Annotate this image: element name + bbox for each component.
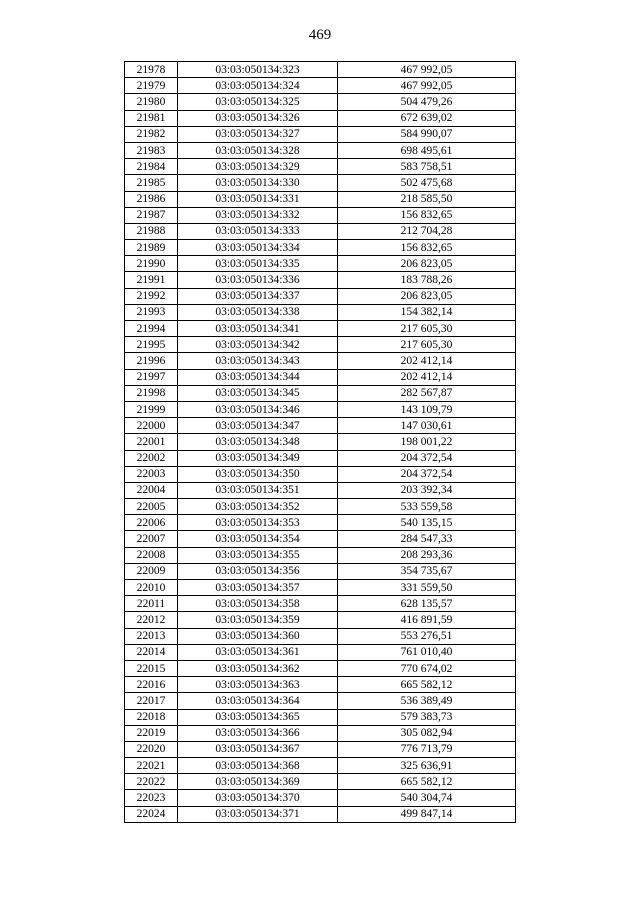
cadastral-number-cell: 03:03:050134:363 — [178, 677, 338, 693]
row-number-cell: 21982 — [125, 126, 178, 142]
cadastral-value-cell: 499 847,14 — [338, 806, 516, 822]
row-number-cell: 22002 — [125, 450, 178, 466]
cadastral-value-cell: 212 704,28 — [338, 223, 516, 239]
cadastral-value-cell: 218 585,50 — [338, 191, 516, 207]
cadastral-number-cell: 03:03:050134:371 — [178, 806, 338, 822]
row-number-cell: 22005 — [125, 499, 178, 515]
cadastral-number-cell: 03:03:050134:348 — [178, 434, 338, 450]
cadastral-value-cell: 504 479,26 — [338, 94, 516, 110]
cadastral-number-cell: 03:03:050134:357 — [178, 580, 338, 596]
table-row — [125, 207, 516, 223]
row-number-cell: 22019 — [125, 725, 178, 741]
cadastral-number-cell: 03:03:050134:334 — [178, 240, 338, 256]
cadastral-value-cell: 208 293,36 — [338, 547, 516, 563]
cadastral-value-cell: 628 135,57 — [338, 596, 516, 612]
row-number-cell: 22024 — [125, 806, 178, 822]
cadastral-number-cell: 03:03:050134:335 — [178, 256, 338, 272]
cadastral-value-cell: 583 758,51 — [338, 159, 516, 175]
table-row — [125, 466, 516, 482]
table-row — [125, 304, 516, 320]
table-row — [125, 709, 516, 725]
row-number-cell: 22017 — [125, 693, 178, 709]
cadastral-value-cell: 579 383,73 — [338, 709, 516, 725]
cadastral-number-cell: 03:03:050134:362 — [178, 660, 338, 676]
table-row — [125, 596, 516, 612]
table-row — [125, 499, 516, 515]
cadastral-value-cell: 467 992,05 — [338, 62, 516, 78]
cadastral-value-cell: 665 582,12 — [338, 774, 516, 790]
row-number-cell: 22014 — [125, 644, 178, 660]
row-number-cell: 22016 — [125, 677, 178, 693]
cadastral-value-cell: 202 412,14 — [338, 369, 516, 385]
cadastral-value-cell: 776 713,79 — [338, 741, 516, 757]
cadastral-number-cell: 03:03:050134:329 — [178, 159, 338, 175]
table-row — [125, 563, 516, 579]
table-row — [125, 159, 516, 175]
cadastral-number-cell: 03:03:050134:358 — [178, 596, 338, 612]
cadastral-value-cell: 206 823,05 — [338, 256, 516, 272]
cadastral-value-cell: 305 082,94 — [338, 725, 516, 741]
cadastral-value-cell: 467 992,05 — [338, 78, 516, 94]
cadastral-value-cell: 540 304,74 — [338, 790, 516, 806]
cadastral-value-cell: 698 495,61 — [338, 142, 516, 158]
cadastral-number-cell: 03:03:050134:353 — [178, 515, 338, 531]
row-number-cell: 21998 — [125, 385, 178, 401]
row-number-cell: 22000 — [125, 418, 178, 434]
cadastral-number-cell: 03:03:050134:346 — [178, 401, 338, 417]
table-row — [125, 434, 516, 450]
row-number-cell: 21987 — [125, 207, 178, 223]
cadastral-value-cell: 540 135,15 — [338, 515, 516, 531]
cadastral-value-cell: 204 372,54 — [338, 450, 516, 466]
cadastral-number-cell: 03:03:050134:344 — [178, 369, 338, 385]
cadastral-number-cell: 03:03:050134:352 — [178, 499, 338, 515]
cadastral-number-cell: 03:03:050134:332 — [178, 207, 338, 223]
cadastral-value-cell: 761 010,40 — [338, 644, 516, 660]
cadastral-number-cell: 03:03:050134:326 — [178, 110, 338, 126]
row-number-cell: 21980 — [125, 94, 178, 110]
row-number-cell: 21978 — [125, 62, 178, 78]
table-row — [125, 401, 516, 417]
table-body — [125, 62, 516, 823]
row-number-cell: 21986 — [125, 191, 178, 207]
cadastral-value-cell: 143 109,79 — [338, 401, 516, 417]
table-row — [125, 482, 516, 498]
cadastral-number-cell: 03:03:050134:336 — [178, 272, 338, 288]
table-row — [125, 806, 516, 822]
cadastral-value-cell: 416 891,59 — [338, 612, 516, 628]
table-row — [125, 693, 516, 709]
cadastral-value-table — [124, 61, 516, 823]
row-number-cell: 21995 — [125, 337, 178, 353]
cadastral-number-cell: 03:03:050134:364 — [178, 693, 338, 709]
row-number-cell: 21985 — [125, 175, 178, 191]
cadastral-number-cell: 03:03:050134:331 — [178, 191, 338, 207]
cadastral-number-cell: 03:03:050134:341 — [178, 321, 338, 337]
cadastral-number-cell: 03:03:050134:351 — [178, 482, 338, 498]
cadastral-value-cell: 672 639,02 — [338, 110, 516, 126]
row-number-cell: 21994 — [125, 321, 178, 337]
table-row — [125, 612, 516, 628]
cadastral-number-cell: 03:03:050134:337 — [178, 288, 338, 304]
table-row — [125, 628, 516, 644]
cadastral-number-cell: 03:03:050134:345 — [178, 385, 338, 401]
table-row — [125, 353, 516, 369]
cadastral-value-cell: 156 832,65 — [338, 207, 516, 223]
cadastral-value-cell: 154 382,14 — [338, 304, 516, 320]
table-row — [125, 758, 516, 774]
table-row — [125, 175, 516, 191]
cadastral-value-cell: 331 559,50 — [338, 580, 516, 596]
table-row — [125, 94, 516, 110]
cadastral-number-cell: 03:03:050134:342 — [178, 337, 338, 353]
table-row — [125, 660, 516, 676]
row-number-cell: 22020 — [125, 741, 178, 757]
cadastral-value-cell: 203 392,34 — [338, 482, 516, 498]
table-row — [125, 272, 516, 288]
table-row — [125, 78, 516, 94]
cadastral-value-cell: 325 636,91 — [338, 758, 516, 774]
cadastral-value-cell: 284 547,33 — [338, 531, 516, 547]
cadastral-number-cell: 03:03:050134:359 — [178, 612, 338, 628]
page-number: 469 — [308, 27, 332, 43]
cadastral-value-cell: 536 389,49 — [338, 693, 516, 709]
cadastral-value-cell: 183 788,26 — [338, 272, 516, 288]
cadastral-number-cell: 03:03:050134:370 — [178, 790, 338, 806]
cadastral-number-cell: 03:03:050134:338 — [178, 304, 338, 320]
cadastral-number-cell: 03:03:050134:324 — [178, 78, 338, 94]
table-row — [125, 677, 516, 693]
table-row — [125, 418, 516, 434]
row-number-cell: 21997 — [125, 369, 178, 385]
cadastral-value-cell: 354 735,67 — [338, 563, 516, 579]
row-number-cell: 22022 — [125, 774, 178, 790]
row-number-cell: 22013 — [125, 628, 178, 644]
row-number-cell: 22023 — [125, 790, 178, 806]
cadastral-value-cell: 204 372,54 — [338, 466, 516, 482]
cadastral-number-cell: 03:03:050134:347 — [178, 418, 338, 434]
cadastral-value-cell: 533 559,58 — [338, 499, 516, 515]
cadastral-value-cell: 206 823,05 — [338, 288, 516, 304]
table-row — [125, 288, 516, 304]
table-row — [125, 515, 516, 531]
table-row — [125, 644, 516, 660]
cadastral-number-cell: 03:03:050134:350 — [178, 466, 338, 482]
cadastral-number-cell: 03:03:050134:366 — [178, 725, 338, 741]
cadastral-number-cell: 03:03:050134:355 — [178, 547, 338, 563]
cadastral-number-cell: 03:03:050134:367 — [178, 741, 338, 757]
cadastral-value-cell: 502 475,68 — [338, 175, 516, 191]
table-row — [125, 62, 516, 78]
table-row — [125, 547, 516, 563]
table-row — [125, 774, 516, 790]
row-number-cell: 22009 — [125, 563, 178, 579]
cadastral-value-cell: 282 567,87 — [338, 385, 516, 401]
row-number-cell: 21984 — [125, 159, 178, 175]
cadastral-number-cell: 03:03:050134:356 — [178, 563, 338, 579]
cadastral-value-cell: 147 030,61 — [338, 418, 516, 434]
cadastral-value-cell: 770 674,02 — [338, 660, 516, 676]
table-row — [125, 369, 516, 385]
cadastral-number-cell: 03:03:050134:328 — [178, 142, 338, 158]
cadastral-value-cell: 202 412,14 — [338, 353, 516, 369]
cadastral-number-cell: 03:03:050134:333 — [178, 223, 338, 239]
row-number-cell: 22008 — [125, 547, 178, 563]
table-row — [125, 223, 516, 239]
table-row — [125, 531, 516, 547]
cadastral-number-cell: 03:03:050134:360 — [178, 628, 338, 644]
cadastral-value-cell: 198 001,22 — [338, 434, 516, 450]
row-number-cell: 22006 — [125, 515, 178, 531]
row-number-cell: 21988 — [125, 223, 178, 239]
cadastral-number-cell: 03:03:050134:365 — [178, 709, 338, 725]
cadastral-value-cell: 217 605,30 — [338, 321, 516, 337]
row-number-cell: 21993 — [125, 304, 178, 320]
row-number-cell: 22011 — [125, 596, 178, 612]
cadastral-number-cell: 03:03:050134:327 — [178, 126, 338, 142]
table-row — [125, 191, 516, 207]
cadastral-number-cell: 03:03:050134:361 — [178, 644, 338, 660]
row-number-cell: 22003 — [125, 466, 178, 482]
table-row — [125, 142, 516, 158]
cadastral-value-cell: 156 832,65 — [338, 240, 516, 256]
table-row — [125, 337, 516, 353]
cadastral-value-cell: 553 276,51 — [338, 628, 516, 644]
cadastral-number-cell: 03:03:050134:354 — [178, 531, 338, 547]
cadastral-value-cell: 665 582,12 — [338, 677, 516, 693]
table-row — [125, 256, 516, 272]
table-row — [125, 580, 516, 596]
row-number-cell: 21979 — [125, 78, 178, 94]
row-number-cell: 21983 — [125, 142, 178, 158]
cadastral-number-cell: 03:03:050134:323 — [178, 62, 338, 78]
table-row — [125, 741, 516, 757]
row-number-cell: 22021 — [125, 758, 178, 774]
row-number-cell: 22012 — [125, 612, 178, 628]
cadastral-number-cell: 03:03:050134:369 — [178, 774, 338, 790]
row-number-cell: 21989 — [125, 240, 178, 256]
cadastral-number-cell: 03:03:050134:368 — [178, 758, 338, 774]
row-number-cell: 21990 — [125, 256, 178, 272]
table-row — [125, 110, 516, 126]
row-number-cell: 21981 — [125, 110, 178, 126]
table-row — [125, 321, 516, 337]
row-number-cell: 21996 — [125, 353, 178, 369]
table-row — [125, 790, 516, 806]
row-number-cell: 22018 — [125, 709, 178, 725]
table-row — [125, 725, 516, 741]
cadastral-number-cell: 03:03:050134:349 — [178, 450, 338, 466]
cadastral-value-cell: 217 605,30 — [338, 337, 516, 353]
row-number-cell: 22010 — [125, 580, 178, 596]
table-row — [125, 385, 516, 401]
row-number-cell: 21992 — [125, 288, 178, 304]
row-number-cell: 22004 — [125, 482, 178, 498]
row-number-cell: 22001 — [125, 434, 178, 450]
cadastral-number-cell: 03:03:050134:325 — [178, 94, 338, 110]
cadastral-number-cell: 03:03:050134:343 — [178, 353, 338, 369]
table-row — [125, 450, 516, 466]
row-number-cell: 21999 — [125, 401, 178, 417]
table-row — [125, 126, 516, 142]
row-number-cell: 21991 — [125, 272, 178, 288]
row-number-cell: 22015 — [125, 660, 178, 676]
cadastral-value-cell: 584 990,07 — [338, 126, 516, 142]
cadastral-number-cell: 03:03:050134:330 — [178, 175, 338, 191]
table-row — [125, 240, 516, 256]
row-number-cell: 22007 — [125, 531, 178, 547]
